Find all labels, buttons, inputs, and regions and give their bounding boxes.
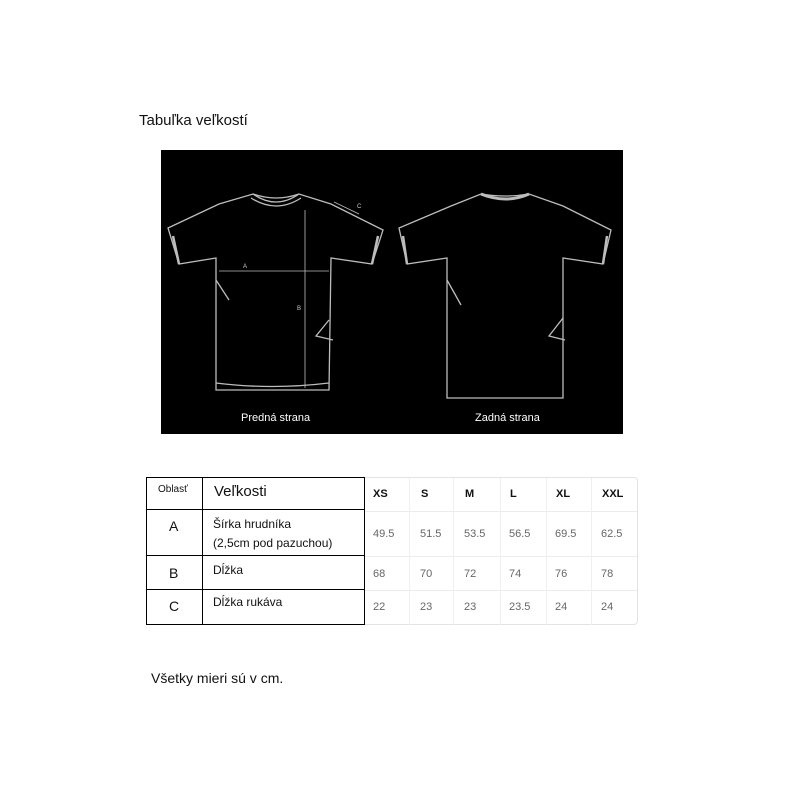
row-c-area: C <box>169 598 180 614</box>
table-cell: 74 <box>509 568 522 580</box>
size-xs-header: XS <box>373 488 388 500</box>
table-cell: 56.5 <box>509 528 531 540</box>
page-title: Tabuľka veľkostí <box>139 112 248 129</box>
table-values-section <box>365 477 638 625</box>
table-cell: 72 <box>464 568 477 580</box>
header-area: Oblasť <box>158 484 188 495</box>
table-cell: 22 <box>373 601 386 613</box>
table-cell: 78 <box>601 568 614 580</box>
table-cell: 69.5 <box>555 528 577 540</box>
measure-lines <box>219 202 359 388</box>
marker-a: A <box>243 264 248 270</box>
table-cell: 23.5 <box>509 601 531 613</box>
table-cell: 23 <box>420 601 433 613</box>
size-m-header: M <box>465 488 475 500</box>
table-cell: 76 <box>555 568 568 580</box>
row-b-label: Dĺžka <box>213 563 244 577</box>
table-cell: 53.5 <box>464 528 486 540</box>
front-shirt-outline <box>168 194 383 390</box>
table-cell: 24 <box>555 601 568 613</box>
row-a-label: Šírka hrudníka (2,5cm pod pazuchou) <box>213 517 333 550</box>
marker-c: C <box>357 204 362 210</box>
table-cell: 24 <box>601 601 614 613</box>
header-sizes: Veľkosti <box>214 483 267 500</box>
size-l-header: L <box>510 488 517 500</box>
row-a-area: A <box>169 518 179 534</box>
front-caption: Predná strana <box>241 412 311 424</box>
size-s-header: S <box>421 488 429 500</box>
row-b-area: B <box>169 565 179 581</box>
table-cell: 49.5 <box>373 528 395 540</box>
table-cell: 23 <box>464 601 477 613</box>
table-cell: 62.5 <box>601 528 623 540</box>
table-cell: 51.5 <box>420 528 442 540</box>
marker-b: B <box>297 306 302 312</box>
size-table <box>146 477 638 625</box>
table-cell: 70 <box>420 568 433 580</box>
row-c-label: Dĺžka rukáva <box>213 595 283 609</box>
units-note: Všetky mieri sú v cm. <box>151 670 284 686</box>
back-caption: Zadná strana <box>475 412 540 424</box>
size-xl-header: XL <box>556 488 571 500</box>
tshirt-outlines <box>161 150 623 434</box>
table-cell: 68 <box>373 568 386 580</box>
tshirt-diagram <box>161 150 623 434</box>
size-xxl-header: XXL <box>602 488 624 500</box>
back-shirt-outline <box>399 194 611 398</box>
